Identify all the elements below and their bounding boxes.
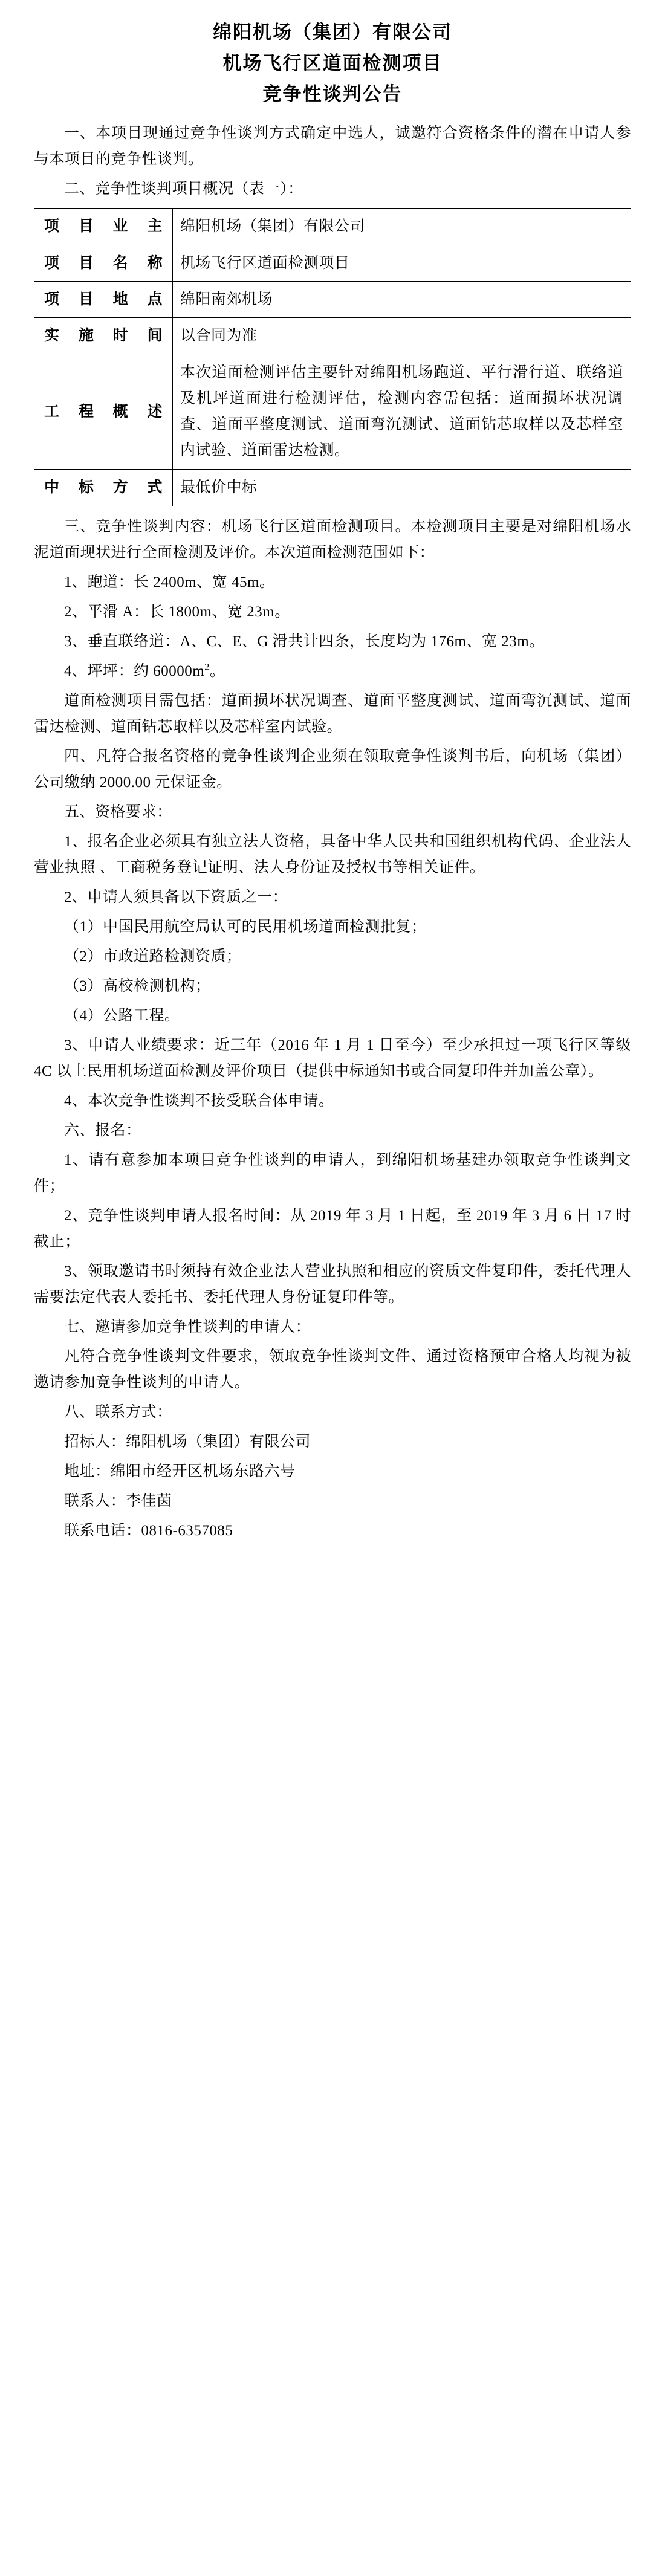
section-five-item-1: 1、报名企业必须具有独立法人资格，具备中华人民共和国组织机构代码、企业法人营业执照 、工商税务登记证明、法人身份证及授权书等相关证件。 xyxy=(34,833,631,876)
section-three-item-1: 1、跑道：长 2400m、宽 45m。 xyxy=(64,574,275,591)
row-value: 最低价中标 xyxy=(173,470,631,506)
row-value: 机场飞行区道面检测项目 xyxy=(173,245,631,281)
contact-phone: 联系电话：0816-6357085 xyxy=(64,1522,233,1539)
section-three-scope: 道面检测项目需包括：道面损坏状况调查、道面平整度测试、道面弯沉测试、道面雷达检测、道面钻芯取样以及芯样室内试验。 xyxy=(34,692,631,735)
section-five-item-2-sub-4: （4）公路工程。 xyxy=(64,1007,180,1024)
section-three-paragraph: 三、竞争性谈判内容：机场飞行区道面检测项目。本检测项目主要是对绵阳机场水泥道面现状进行全面检测及评价。本次道面检测范围如下： xyxy=(34,518,631,561)
row-label: 实施时间 xyxy=(34,318,173,354)
contact-person: 联系人：李佳茵 xyxy=(64,1492,172,1509)
section-five-item-2-sub-2: （2）市政道路检测资质； xyxy=(64,948,242,965)
section-three-item-4-text: 4、坪坪：约 60000m xyxy=(64,662,205,679)
title-line-2: 机场飞行区道面检测项目 xyxy=(222,53,443,74)
row-label: 项目业主 xyxy=(34,209,173,245)
contact-organizer: 招标人：绵阳机场（集团）有限公司 xyxy=(64,1433,311,1450)
section-three-item-4 xyxy=(34,658,631,684)
row-label: 工程概述 xyxy=(34,354,173,470)
section-six-heading: 六、报名： xyxy=(64,1122,141,1139)
square-meter-superscript: 2 xyxy=(204,661,210,673)
section-three-item-4-suffix: 。 xyxy=(209,662,225,679)
section-five-item-4: 4、本次竞争性谈判不接受联合体申请。 xyxy=(64,1092,334,1109)
table-row xyxy=(34,245,631,281)
section-five-item-2: 2、申请人须具备以下资质之一： xyxy=(64,888,288,905)
table-row xyxy=(34,470,631,506)
row-label: 项目名称 xyxy=(34,245,173,281)
row-label: 中标方式 xyxy=(34,470,173,506)
section-one-paragraph: 一、本项目现通过竞争性谈判方式确定中选人，诚邀符合资格条件的潜在申请人参与本项目的竞争性谈判。 xyxy=(34,125,631,168)
section-five-heading: 五、资格要求： xyxy=(64,803,172,820)
table-row xyxy=(34,354,631,470)
document-title xyxy=(34,17,631,109)
row-value: 以合同为准 xyxy=(173,318,631,354)
section-seven-heading: 七、邀请参加竞争性谈判的申请人： xyxy=(64,1318,311,1335)
row-value: 绵阳机场（集团）有限公司 xyxy=(173,209,631,245)
section-two-heading: 二、竞争性谈判项目概况（表一）： xyxy=(64,181,303,198)
row-label: 项目地点 xyxy=(34,281,173,317)
table-row xyxy=(34,281,631,317)
project-overview-table xyxy=(34,208,631,506)
section-seven-body: 凡符合竞争性谈判文件要求，领取竞争性谈判文件、通过资格预审合格人均视为被邀请参加竞争性谈判的申请人。 xyxy=(34,1348,631,1391)
section-three-item-2: 2、平滑 A：长 1800m、宽 23m。 xyxy=(64,603,290,620)
section-eight-heading: 八、联系方式： xyxy=(64,1403,172,1420)
contact-address: 地址：绵阳市经开区机场东路六号 xyxy=(64,1463,296,1480)
section-six-item-2: 2、竞争性谈判申请人报名时间：从 2019 年 3 月 1 日起，至 2019 年 3 月 6 日 17 时截止； xyxy=(34,1207,631,1250)
section-five-item-3: 3、申请人业绩要求：近三年（2016 年 1 月 1 日至今）至少承担过一项飞行区等级 4C 以上民用机场道面检测及评价项目（提供中标通知书或合同复印件并加盖公章）。 xyxy=(34,1037,631,1079)
section-six-item-3: 3、领取邀请书时须持有效企业法人营业执照和相应的资质文件复印件，委托代理人需要法定代表人委托书、委托代理人身份证复印件等。 xyxy=(34,1263,631,1306)
section-three-item-3: 3、垂直联络道：A、C、E、G 滑共计四条，长度均为 176m、宽 23m。 xyxy=(64,633,545,650)
title-line-1: 绵阳机场（集团）有限公司 xyxy=(213,22,452,43)
row-value: 本次道面检测评估主要针对绵阳机场跑道、平行滑行道、联络道及机坪道面进行检测评估，检测内容需包括：道面损坏状况调查、道面平整度测试、道面弯沉测试、道面钻芯取样以及芯样室内试验、道面雷达检测。 xyxy=(173,354,631,470)
section-five-item-2-sub-3: （3）高校检测机构； xyxy=(64,977,211,994)
section-four-paragraph: 四、凡符合报名资格的竞争性谈判企业须在领取竞争性谈判书后，向机场（集团）公司缴纳 2000.00 元保证金。 xyxy=(34,748,631,791)
title-line-3: 竞争性谈判公告 xyxy=(262,83,403,105)
row-value: 绵阳南郊机场 xyxy=(173,281,631,317)
table-row xyxy=(34,318,631,354)
table-row xyxy=(34,209,631,245)
section-five-item-2-sub-1: （1）中国民用航空局认可的民用机场道面检测批复； xyxy=(64,918,427,935)
section-six-item-1: 1、请有意参加本项目竞争性谈判的申请人，到绵阳机场基建办领取竞争性谈判文件； xyxy=(34,1151,631,1194)
